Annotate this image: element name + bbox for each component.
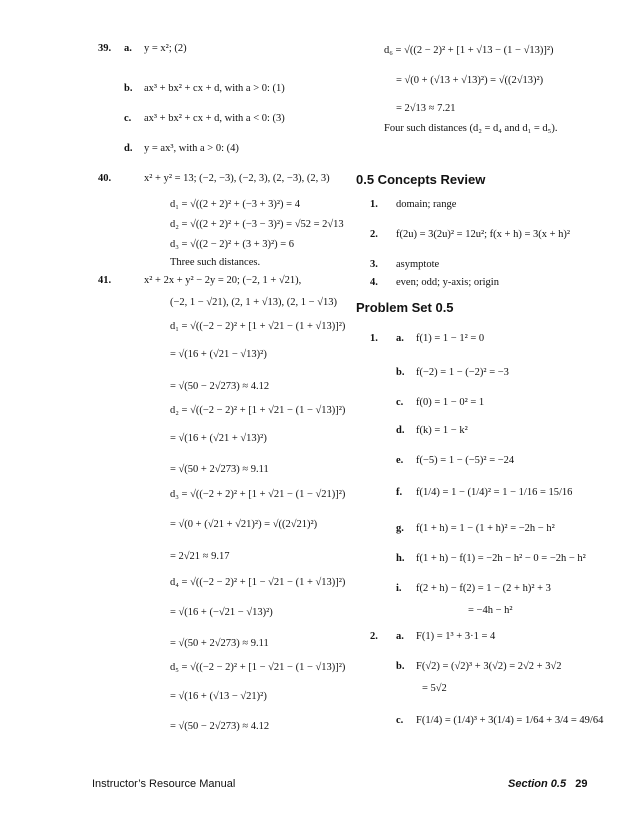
math-expression: F(1/4) = (1/4)³ + 3(1/4) = 1/64 + 3/4 = 49/64 [416,715,604,726]
concept-item [370,276,499,290]
math-expression: = √(50 − 2√273) ≈ 4.12 [170,721,270,732]
math-expression: f(2u) = 3(2u)² = 12u²; f(x + h) = 3(x + h)² [396,229,571,240]
problem-line [370,486,572,500]
math-expression: = √(16 + (−√21 − √13)²) [170,607,273,618]
left-column-line [98,82,285,96]
problem-line: = 5√2 [422,683,447,694]
math-expression: x² + 2x + y² − 2y = 20; (−2, 1 + √21), [144,275,302,286]
math-expression: d₂ = √((−2 − 2)² + [1 + √21 − (1 − √13)]²) [170,405,346,416]
left-column-line [124,198,300,212]
part-label: f. [396,487,403,498]
math-expression: = √(0 + (√21 + √21)²) = √((2√21)²) [170,519,318,530]
problem-line [370,660,561,674]
part-label: d. [124,143,133,154]
part-label: e. [396,455,404,466]
math-expression: ax³ + bx² + cx + d, with a < 0: (3) [144,113,285,124]
part-label: c. [124,113,132,124]
math-expression: = √(16 + (√13 − √21)²) [170,691,267,702]
math-expression: domain; range [396,199,457,210]
problem-number: 2. [370,631,378,642]
problem-number: 2. [370,229,378,240]
left-column-line [124,661,345,675]
problem-number: 1. [370,199,378,210]
math-expression: F(√2) = (√2)³ + 3(√2) = 2√2 + 3√2 [416,661,562,672]
left-column-line [124,320,345,334]
math-expression: f(1/4) = 1 − (1/4)² = 1 − 1/16 = 15/16 [416,487,573,498]
part-label: d. [396,425,405,436]
problem-line [370,630,495,644]
continuation-line: = √(0 + (√13 + √13)²) = √((2√13)²) [396,75,544,86]
left-column-line [98,142,239,156]
continuation-line: d₆ = √((2 − 2)² + [1 + √13 − (1 − √13)]²) [384,45,554,56]
problem-line [370,552,586,566]
footer-page-number: 29 [575,778,588,790]
left-column-line [98,172,330,186]
math-expression: d₄ = √((−2 − 2)² + [1 − √21 − (1 + √13)]²) [170,577,346,588]
math-expression: = 2√21 ≈ 9.17 [170,551,230,562]
part-label: a. [396,631,404,642]
problem-line [370,332,484,346]
math-expression: asymptote [396,259,440,270]
math-expression: x² + y² = 13; (−2, −3), (−2, 3), (2, −3), (2, 3) [144,173,330,184]
math-expression: ax³ + bx² + cx + d, with a > 0: (1) [144,83,285,94]
left-column-line [124,720,269,734]
problem-set-heading: Problem Set 0.5 [356,300,454,315]
left-column-line [124,518,317,532]
math-expression: f(0) = 1 − 0² = 1 [416,397,485,408]
left-column-line [124,637,269,651]
part-label: c. [396,397,404,408]
part-label: b. [124,83,133,94]
problem-line [370,582,551,596]
math-expression: = √(50 + 2√273) ≈ 9.11 [170,464,269,475]
part-label: a. [396,333,404,344]
math-expression: = √(16 + (√21 − √13)²) [170,349,267,360]
math-expression: Three such distances. [170,257,261,268]
left-column-line [124,550,229,564]
problem-number: 3. [370,259,378,270]
problem-number: 39. [98,43,112,54]
part-label: i. [396,583,402,594]
math-expression: = √(50 + 2√273) ≈ 9.11 [170,638,269,649]
math-expression: F(1) = 1³ + 3·1 = 4 [416,631,496,642]
problem-line [370,522,555,536]
footer-section [508,778,588,790]
part-label: c. [396,715,404,726]
math-expression: d₃ = √((2 − 2)² + (3 + 3)²) = 6 [170,239,295,250]
left-column-line [124,380,269,394]
left-column-line [124,488,345,502]
part-label: h. [396,553,405,564]
left-column-line [124,296,337,310]
left-column-line [124,690,267,704]
footer-manual-title: Instructor’s Resource Manual [92,778,236,790]
math-expression: f(1 + h) − f(1) = −2h − h² − 0 = −2h − h² [416,553,586,564]
problem-line [370,454,514,468]
math-expression: d₁ = √((2 + 2)² + (−3 + 3)²) = 4 [170,199,300,210]
math-expression: f(1) = 1 − 1² = 0 [416,333,485,344]
left-column-line [124,432,267,446]
math-expression: f(k) = 1 − k² [416,425,468,436]
math-expression: f(1 + h) = 1 − (1 + h)² = −2h − h² [416,523,555,534]
continuation-line: = 2√13 ≈ 7.21 [396,103,456,114]
problem-line: = −4h − h² [468,605,513,616]
left-column-line [124,404,345,418]
math-expression: d₁ = √((−2 − 2)² + [1 + √21 − (1 + √13)]²) [170,321,346,332]
math-expression: d₅ = √((−2 − 2)² + [1 − √21 − (1 − √13)]²) [170,662,346,673]
part-label: b. [396,661,405,672]
problem-number: 4. [370,277,378,288]
math-expression: (−2, 1 − √21), (2, 1 + √13), (2, 1 − √13) [170,297,337,308]
continuation-line: Four such distances (d₂ = d₄ and d₁ = d₅). [384,123,558,134]
problem-line [370,396,484,410]
math-expression: f(2 + h) − f(2) = 1 − (2 + h)² + 3 [416,583,551,594]
left-column-line [98,274,301,288]
problem-line [370,366,509,380]
math-expression: y = ax³, with a > 0: (4) [144,143,239,154]
problem-number: 40. [98,173,112,184]
math-expression: = √(50 − 2√273) ≈ 4.12 [170,381,270,392]
math-expression: y = x²; (2) [144,43,187,54]
math-expression: even; odd; y-axis; origin [396,277,499,288]
math-expression: f(−5) = 1 − (−5)² = −24 [416,455,515,466]
left-column-line [124,576,345,590]
problem-line [370,424,468,438]
left-column-line [98,112,285,126]
concept-item [370,258,439,272]
math-expression: d₃ = √((−2 + 2)² + [1 + √21 − (1 − √21)]²) [170,489,346,500]
left-column-line [124,238,294,252]
problem-number: 41. [98,275,112,286]
part-label: a. [124,43,132,54]
footer-section-label: Section 0.5 [508,778,567,790]
concepts-review-heading: 0.5 Concepts Review [356,172,486,187]
left-column-line [124,218,344,232]
left-column-line [98,42,187,56]
left-column-line [124,606,273,620]
part-label: g. [396,523,404,534]
math-expression: d₂ = √((2 + 2)² + (−3 − 3)²) = √52 = 2√13 [170,219,344,230]
problem-line [370,714,603,728]
concept-item [370,198,456,212]
problem-number: 1. [370,333,378,344]
left-column-line [124,348,267,362]
math-expression: = √(16 + (√21 + √13)²) [170,433,267,444]
part-label: b. [396,367,405,378]
math-expression: f(−2) = 1 − (−2)² = −3 [416,367,509,378]
left-column-line [124,463,269,477]
concept-item [370,228,570,242]
left-column-line [124,256,260,270]
